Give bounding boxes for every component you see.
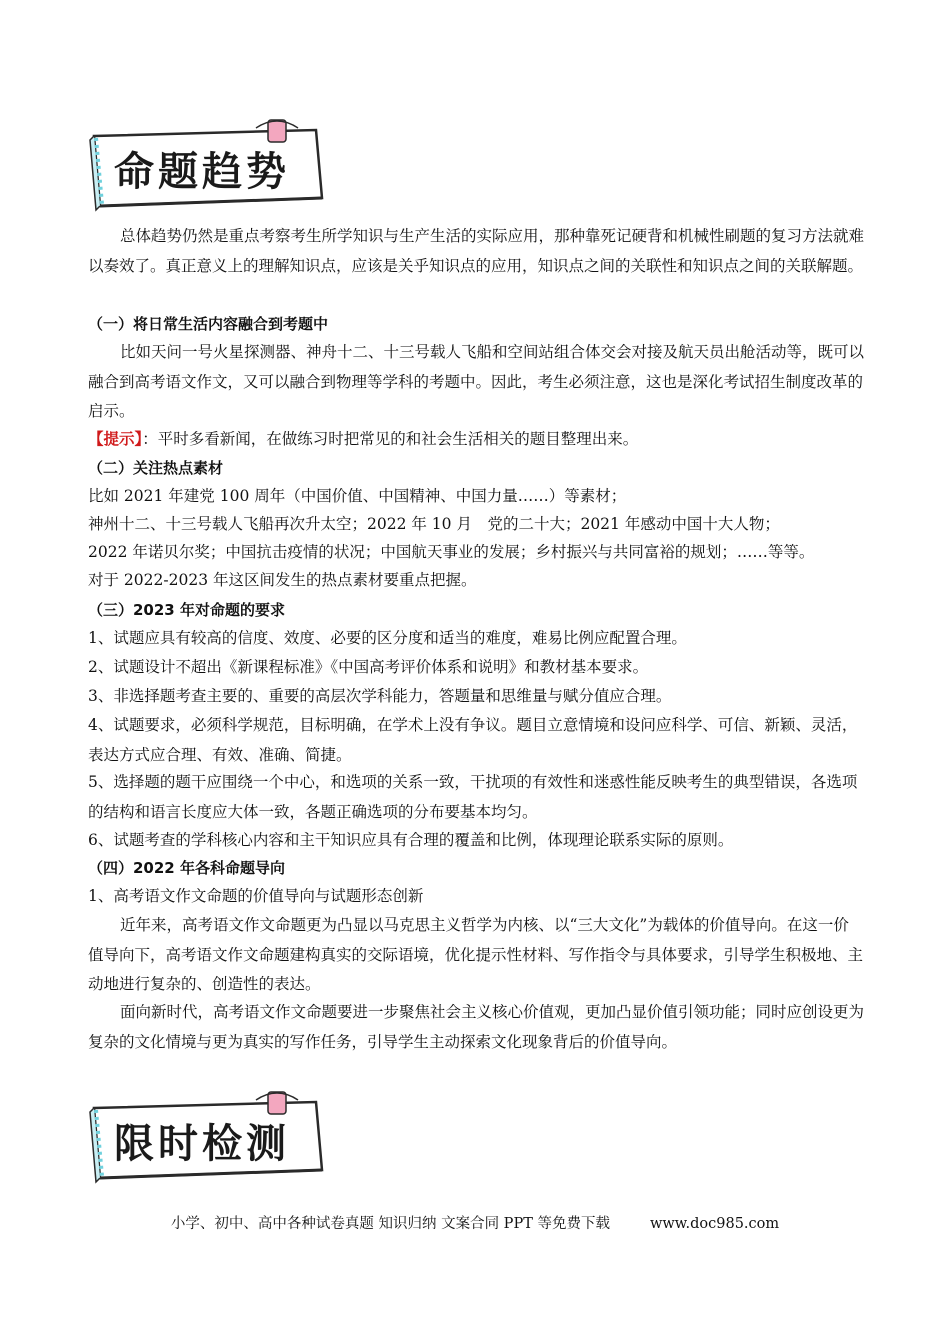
- intro-paragraph: 总体趋势仍然是重点考察考生所学知识与生产生活的实际应用，那种靠死记硬背和机械性刷题的复习方法就难以奏效了。真正意义上的理解知识点，应该是关乎知识点的应用，知识点之间的关联性和知识点之间的关联解题。: [88, 227, 865, 275]
- section-banner-test: [88, 1090, 328, 1186]
- page-footer: [0, 1212, 950, 1233]
- section-heading-3: （三）2023 年对命题的要求: [88, 601, 285, 619]
- section-heading-2: （二）关注热点素材: [88, 459, 224, 477]
- section-banner-trend: [88, 118, 328, 214]
- section-1-body: 比如天问一号火星探测器、神舟十二、十三号载人飞船和空间站组合体交会对接及航天员出舱活动等，既可以融合到高考语文作文，又可以融合到物理等学科的考题中。因此，考生必须注意，这也是深化考试招生制度改革的启示。: [88, 343, 865, 420]
- tip-line: [88, 424, 864, 455]
- requirement-item: 4、试题要求，必须科学规范，目标明确，在学术上没有争议。题目立意情境和设问应科学、可信、新颖、灵活，表达方式应合理、有效、准确、简捷。: [88, 716, 858, 764]
- subheading: 1、高考语文作文命题的价值导向与试题形态创新: [88, 887, 424, 905]
- section-4-paragraph-1: 近年来，高考语文作文命题更为凸显以马克思主义哲学为内核、以“三大文化”为载体的价值导向。在这一价值导向下，高考语文作文命题建构真实的交际语境，优化提示性材料、写作指令与具体要求，引导学生积极地、主动地进行复杂的、创造性的表达。: [88, 916, 864, 993]
- footer-url[interactable]: www.doc985.com: [649, 1216, 780, 1232]
- footer-text: 小学、初中、高中各种试卷真题 知识归纳 文案合同 PPT 等免费下载: [170, 1216, 610, 1232]
- tip-label: 【提示】: [88, 429, 143, 448]
- tip-text: ：平时多看新闻，在做练习时把常见的和社会生活相关的题目整理出来。: [142, 430, 639, 448]
- hot-topic-line: 对于 2022-2023 年这区间发生的热点素材要重点把握。: [88, 571, 477, 589]
- section-heading-1: （一）将日常生活内容融合到考题中: [88, 315, 329, 333]
- section-heading-4: （四）2022 年各科命题导向: [88, 859, 285, 877]
- hot-topic-line: 神州十二、十三号载人飞船再次升太空；2022 年 10 月 党的二十大；2021 年感动中国十大人物；: [88, 515, 780, 533]
- hot-topic-line: 2022 年诺贝尔奖；中国抗击疫情的状况；中国航天事业的发展；乡村振兴与共同富裕的规划；……等等。: [88, 543, 815, 561]
- requirement-item: 3、非选择题考查主要的、重要的高层次学科能力，答题量和思维量与赋分值应合理。: [88, 687, 672, 705]
- requirement-item: 5、选择题的题干应围绕一个中心，和选项的关系一致，干扰项的有效性和迷惑性能反映考生的典型错误，各选项的结构和语言长度应大体一致，各题正确选项的分布要基本均匀。: [88, 773, 858, 821]
- requirement-item: 1、试题应具有较高的信度、效度、必要的区分度和适当的难度，难易比例应配置合理。: [88, 629, 687, 647]
- section-4-paragraph-2: 面向新时代，高考语文作文命题要进一步聚焦社会主义核心价值观，更加凸显价值引领功能；同时应创设更为复杂的文化情境与更为真实的写作任务，引导学生主动探索文化现象背后的价值导向。: [88, 1003, 865, 1051]
- hot-topic-line: 比如 2021 年建党 100 周年（中国价值、中国精神、中国力量……）等素材；: [88, 487, 627, 505]
- requirement-item: 6、试题考查的学科核心内容和主干知识应具有合理的覆盖和比例，体现理论联系实际的原则。: [88, 831, 734, 849]
- banner-title: 限时检测: [114, 1121, 290, 1167]
- banner-title: 命题趋势: [114, 149, 290, 195]
- requirement-item: 2、试题设计不超出《新课程标准》《中国高考评价体系和说明》和教材基本要求。: [88, 658, 649, 676]
